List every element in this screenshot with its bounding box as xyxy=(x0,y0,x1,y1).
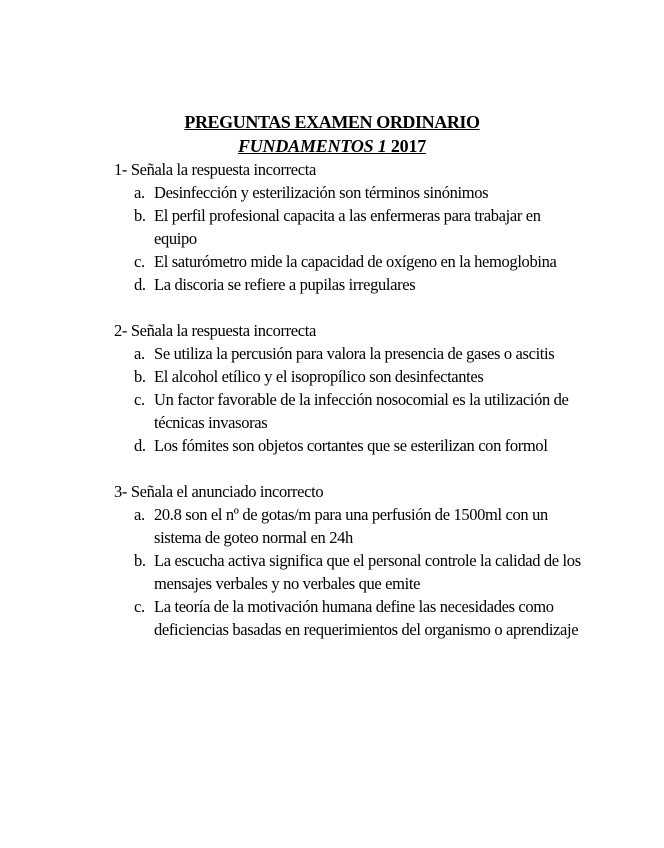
option-text: Desinfección y esterilización son términos sinónimos xyxy=(154,183,489,202)
option-item xyxy=(114,434,584,457)
option-item xyxy=(114,503,584,549)
question-3 xyxy=(114,480,584,641)
question-stem: 3- Señala el anunciado incorrecto xyxy=(114,482,324,501)
option-letter: a. xyxy=(134,183,145,202)
document-header xyxy=(0,110,664,158)
option-text: La escucha activa significa que el personal controle la calidad de los mensajes verbales y no verbales que emite xyxy=(154,551,581,593)
option-text: Un factor favorable de la infección nosocomial es la utilización de técnicas invasoras xyxy=(154,390,569,432)
option-letter: d. xyxy=(134,436,146,455)
option-letter: b. xyxy=(134,206,146,225)
option-text: Los fómites son objetos cortantes que se esterilizan con formol xyxy=(154,436,548,455)
option-item xyxy=(114,342,584,365)
question-1 xyxy=(114,158,584,296)
option-text: El saturómetro mide la capacidad de oxígeno en la hemoglobina xyxy=(154,252,557,271)
option-letter: a. xyxy=(134,505,145,524)
question-2 xyxy=(114,319,584,457)
question-list xyxy=(114,158,584,664)
subtitle-text: FUNDAMENTOS 1 xyxy=(237,136,391,156)
question-stem: 2- Señala la respuesta incorrecta xyxy=(114,321,316,340)
option-item xyxy=(114,204,584,250)
option-letter: d. xyxy=(134,275,146,294)
option-item xyxy=(114,273,584,296)
option-text: La teoría de la motivación humana define las necesidades como deficiencias basadas en requerimientos del organismo o aprendizaje xyxy=(154,597,579,639)
option-text: El perfil profesional capacita a las enfermeras para trabajar en equipo xyxy=(154,206,541,248)
option-item xyxy=(114,250,584,273)
option-letter: c. xyxy=(134,597,145,616)
option-item xyxy=(114,595,584,641)
option-list xyxy=(114,342,584,457)
option-item xyxy=(114,365,584,388)
option-list xyxy=(114,503,584,641)
option-text: Se utiliza la percusión para valora la presencia de gases o ascitis xyxy=(154,344,555,363)
document-year: 2017 xyxy=(390,136,427,156)
option-letter: b. xyxy=(134,551,146,570)
document-subtitle xyxy=(238,134,426,158)
option-text: 20.8 son el nº de gotas/m para una perfusión de 1500ml con un sistema de goteo normal en 24h xyxy=(154,505,548,547)
option-letter: a. xyxy=(134,344,145,363)
option-item xyxy=(114,181,584,204)
option-letter: c. xyxy=(134,390,145,409)
option-text: La discoria se refiere a pupilas irregulares xyxy=(154,275,416,294)
document-title: PREGUNTAS EXAMEN ORDINARIO xyxy=(184,112,480,132)
option-text: El alcohol etílico y el isopropílico son desinfectantes xyxy=(154,367,484,386)
option-item xyxy=(114,388,584,434)
question-stem: 1- Señala la respuesta incorrecta xyxy=(114,160,316,179)
option-list xyxy=(114,181,584,296)
option-letter: b. xyxy=(134,367,146,386)
option-letter: c. xyxy=(134,252,145,271)
option-item xyxy=(114,549,584,595)
